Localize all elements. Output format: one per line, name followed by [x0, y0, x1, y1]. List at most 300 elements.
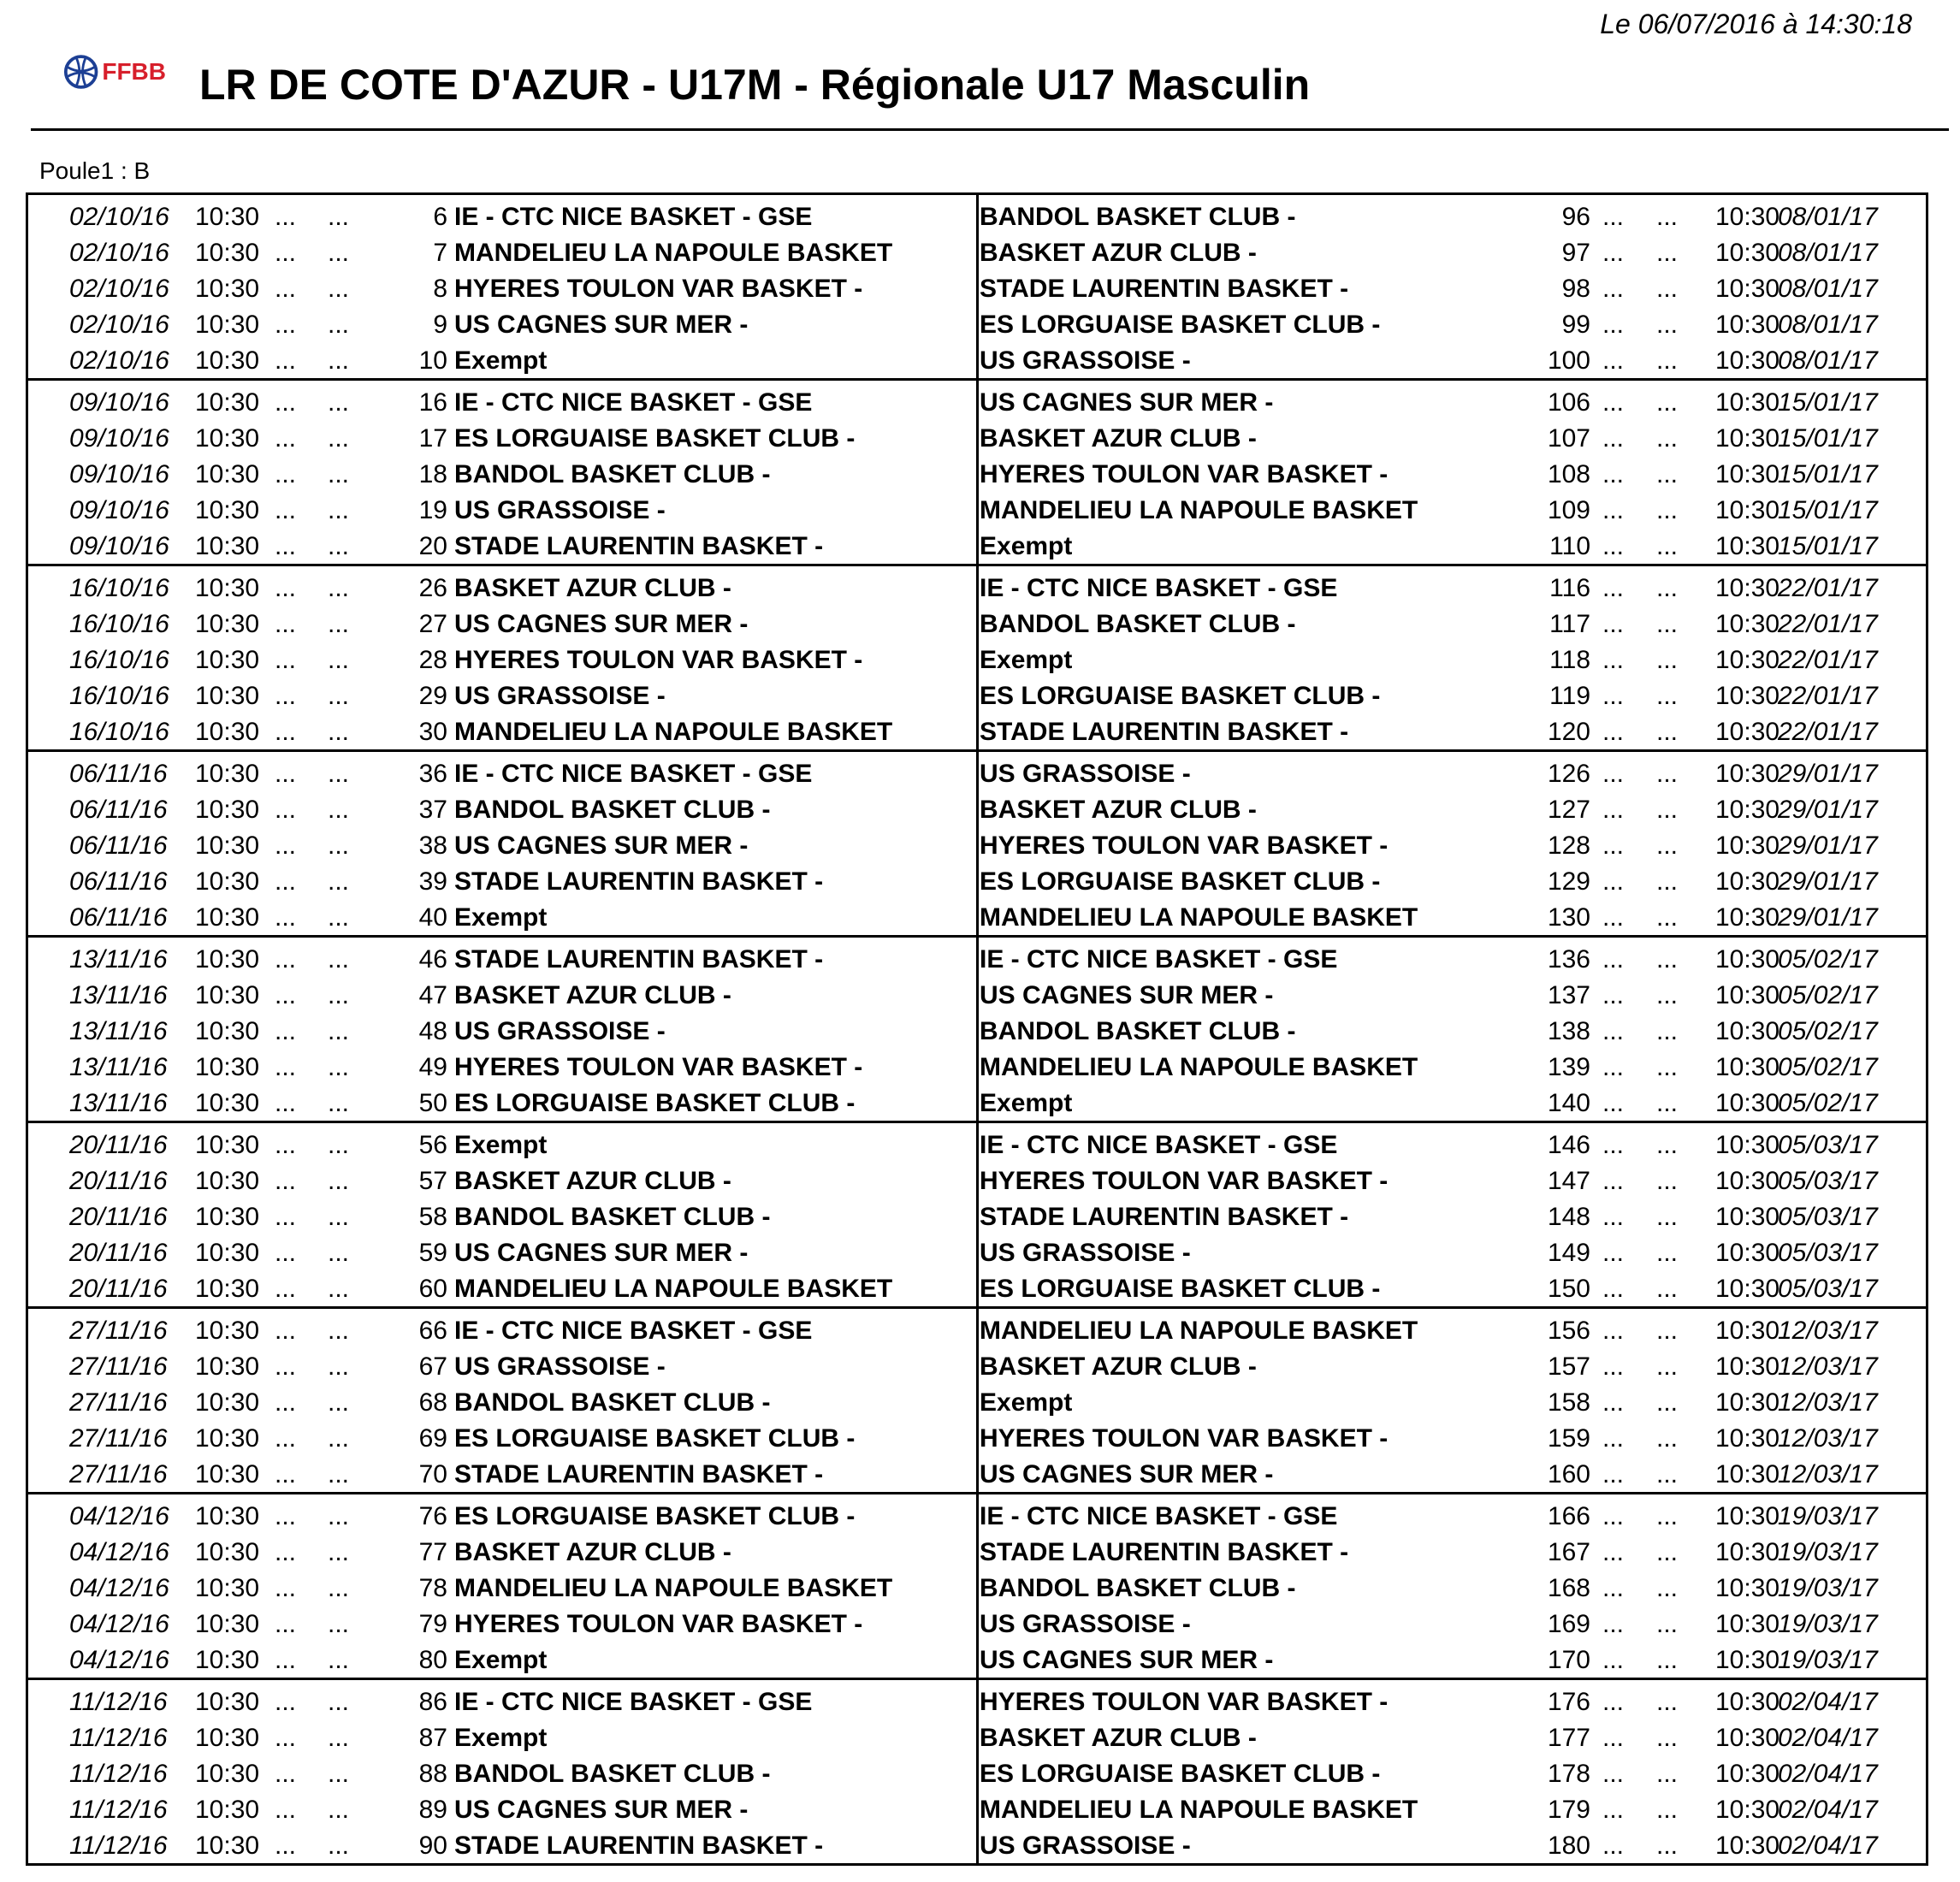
first-leg-match-number: 49 [418, 1053, 447, 1081]
first-leg-score-home: ... [275, 1610, 297, 1638]
return-score-home: ... [1602, 239, 1625, 267]
first-leg-score-home: ... [275, 945, 297, 974]
return-score-away: ... [1656, 1538, 1679, 1566]
away-team: US CAGNES SUR MER - [980, 981, 1274, 1009]
first-leg-score-away: ... [328, 1089, 350, 1117]
first-leg-match-number: 46 [418, 945, 447, 974]
first-leg-score-home: ... [275, 496, 297, 524]
return-score-away: ... [1656, 460, 1679, 488]
first-leg-score-home: ... [275, 311, 297, 339]
return-date: 08/01/17 [1778, 346, 1878, 375]
first-leg-match-number: 68 [418, 1388, 447, 1417]
first-leg-time: 10:30 [195, 1610, 260, 1638]
return-match-number: 147 [1547, 1167, 1590, 1195]
return-time: 10:30 [1715, 239, 1780, 267]
return-time: 10:30 [1715, 460, 1780, 488]
table-row [28, 1127, 1926, 1163]
first-leg-time: 10:30 [195, 903, 260, 932]
return-time: 10:30 [1715, 203, 1780, 231]
first-leg-date: 13/11/16 [69, 1017, 168, 1045]
return-score-home: ... [1602, 1352, 1625, 1381]
return-match-number: 169 [1547, 1610, 1590, 1638]
return-score-home: ... [1602, 1538, 1625, 1566]
return-date: 15/01/17 [1778, 424, 1878, 453]
return-match-number: 176 [1547, 1688, 1590, 1716]
table-row [28, 863, 1926, 899]
return-match-number: 106 [1547, 388, 1590, 417]
table-row [28, 1085, 1926, 1121]
return-score-home: ... [1602, 1388, 1625, 1417]
logo-text: FFBB [102, 58, 166, 85]
first-leg-score-away: ... [328, 1610, 350, 1638]
first-leg-score-away: ... [328, 1388, 350, 1417]
round-block [28, 1121, 1926, 1306]
away-team: IE - CTC NICE BASKET - GSE [980, 1131, 1338, 1159]
first-leg-score-away: ... [328, 1796, 350, 1824]
away-team: MANDELIEU LA NAPOULE BASKET [980, 496, 1418, 524]
return-score-away: ... [1656, 1832, 1679, 1860]
home-team: HYERES TOULON VAR BASKET - [454, 1610, 863, 1638]
first-leg-match-number: 48 [418, 1017, 447, 1045]
first-leg-time: 10:30 [195, 388, 260, 417]
first-leg-date: 11/12/16 [69, 1796, 168, 1824]
return-match-number: 156 [1547, 1317, 1590, 1345]
first-leg-time: 10:30 [195, 574, 260, 602]
return-score-away: ... [1656, 1610, 1679, 1638]
home-team: MANDELIEU LA NAPOULE BASKET [454, 1574, 893, 1602]
away-team: BANDOL BASKET CLUB - [980, 1574, 1296, 1602]
first-leg-match-number: 87 [418, 1724, 447, 1752]
first-leg-date: 27/11/16 [69, 1460, 168, 1488]
first-leg-match-number: 8 [433, 275, 447, 303]
return-score-home: ... [1602, 1688, 1625, 1716]
first-leg-score-away: ... [328, 424, 350, 453]
return-time: 10:30 [1715, 496, 1780, 524]
first-leg-time: 10:30 [195, 1352, 260, 1381]
return-date: 05/02/17 [1778, 981, 1878, 1009]
first-leg-score-home: ... [275, 1832, 297, 1860]
table-row [28, 1312, 1926, 1348]
return-time: 10:30 [1715, 760, 1780, 788]
home-team: HYERES TOULON VAR BASKET - [454, 275, 863, 303]
return-time: 10:30 [1715, 1610, 1780, 1638]
first-leg-score-home: ... [275, 1424, 297, 1453]
first-leg-score-away: ... [328, 275, 350, 303]
round-block [28, 935, 1926, 1121]
return-score-home: ... [1602, 1724, 1625, 1752]
return-date: 05/03/17 [1778, 1275, 1878, 1303]
return-score-away: ... [1656, 903, 1679, 932]
home-team: STADE LAURENTIN BASKET - [454, 945, 824, 974]
home-team: BASKET AZUR CLUB - [454, 981, 731, 1009]
return-date: 05/03/17 [1778, 1167, 1878, 1195]
table-row [28, 384, 1926, 420]
table-row [28, 899, 1926, 935]
return-match-number: 138 [1547, 1017, 1590, 1045]
first-leg-score-away: ... [328, 1832, 350, 1860]
return-score-home: ... [1602, 1832, 1625, 1860]
first-leg-score-away: ... [328, 832, 350, 860]
return-match-number: 177 [1547, 1724, 1590, 1752]
first-leg-time: 10:30 [195, 682, 260, 710]
return-match-number: 100 [1547, 346, 1590, 375]
first-leg-time: 10:30 [195, 718, 260, 746]
home-team: US GRASSOISE - [454, 496, 666, 524]
first-leg-match-number: 50 [418, 1089, 447, 1117]
table-row [28, 1642, 1926, 1678]
away-team: US GRASSOISE - [980, 1610, 1191, 1638]
home-team: IE - CTC NICE BASKET - GSE [454, 760, 813, 788]
return-time: 10:30 [1715, 1167, 1780, 1195]
return-score-away: ... [1656, 1167, 1679, 1195]
return-score-home: ... [1602, 460, 1625, 488]
return-score-away: ... [1656, 203, 1679, 231]
home-team: BANDOL BASKET CLUB - [454, 1388, 771, 1417]
first-leg-date: 13/11/16 [69, 1053, 168, 1081]
first-leg-match-number: 28 [418, 646, 447, 674]
return-time: 10:30 [1715, 1724, 1780, 1752]
home-team: US CAGNES SUR MER - [454, 610, 749, 638]
away-team: ES LORGUAISE BASKET CLUB - [980, 867, 1381, 896]
first-leg-date: 27/11/16 [69, 1424, 168, 1453]
table-row [28, 198, 1926, 234]
return-match-number: 158 [1547, 1388, 1590, 1417]
return-score-home: ... [1602, 388, 1625, 417]
first-leg-time: 10:30 [195, 1388, 260, 1417]
return-score-away: ... [1656, 275, 1679, 303]
first-leg-score-home: ... [275, 1089, 297, 1117]
home-team: ES LORGUAISE BASKET CLUB - [454, 424, 856, 453]
table-row [28, 420, 1926, 456]
first-leg-time: 10:30 [195, 867, 260, 896]
title-divider [31, 128, 1949, 131]
return-match-number: 149 [1547, 1239, 1590, 1267]
return-score-home: ... [1602, 1203, 1625, 1231]
round-block [28, 749, 1926, 935]
first-leg-score-home: ... [275, 1724, 297, 1752]
return-time: 10:30 [1715, 1388, 1780, 1417]
first-leg-score-away: ... [328, 1760, 350, 1788]
away-team: MANDELIEU LA NAPOULE BASKET [980, 1796, 1418, 1824]
first-leg-match-number: 56 [418, 1131, 447, 1159]
first-leg-time: 10:30 [195, 945, 260, 974]
return-score-away: ... [1656, 1239, 1679, 1267]
basketball-icon [63, 53, 98, 91]
return-date: 29/01/17 [1778, 796, 1878, 824]
return-score-away: ... [1656, 1352, 1679, 1381]
return-score-home: ... [1602, 1610, 1625, 1638]
first-leg-date: 09/10/16 [69, 532, 169, 560]
return-match-number: 180 [1547, 1832, 1590, 1860]
return-score-away: ... [1656, 1760, 1679, 1788]
first-leg-match-number: 58 [418, 1203, 447, 1231]
first-leg-time: 10:30 [195, 1017, 260, 1045]
away-team: Exempt [980, 532, 1073, 560]
schedule-table [26, 192, 1928, 1866]
return-time: 10:30 [1715, 1646, 1780, 1674]
return-date: 02/04/17 [1778, 1724, 1878, 1752]
table-row [28, 827, 1926, 863]
return-match-number: 109 [1547, 496, 1590, 524]
first-leg-score-away: ... [328, 460, 350, 488]
first-leg-score-home: ... [275, 1017, 297, 1045]
return-date: 05/02/17 [1778, 1089, 1878, 1117]
away-team: HYERES TOULON VAR BASKET - [980, 832, 1389, 860]
return-score-away: ... [1656, 1460, 1679, 1488]
first-leg-score-home: ... [275, 424, 297, 453]
first-leg-score-home: ... [275, 1388, 297, 1417]
first-leg-score-away: ... [328, 1646, 350, 1674]
home-team: BANDOL BASKET CLUB - [454, 796, 771, 824]
first-leg-time: 10:30 [195, 1538, 260, 1566]
first-leg-match-number: 6 [433, 203, 447, 231]
return-score-home: ... [1602, 1317, 1625, 1345]
return-date: 08/01/17 [1778, 239, 1878, 267]
first-leg-score-home: ... [275, 574, 297, 602]
first-leg-date: 09/10/16 [69, 424, 169, 453]
first-leg-match-number: 7 [433, 239, 447, 267]
table-row [28, 1163, 1926, 1198]
first-leg-score-home: ... [275, 1574, 297, 1602]
return-date: 19/03/17 [1778, 1574, 1878, 1602]
first-leg-date: 06/11/16 [69, 760, 168, 788]
return-date: 02/04/17 [1778, 1832, 1878, 1860]
return-score-home: ... [1602, 1502, 1625, 1530]
first-leg-time: 10:30 [195, 203, 260, 231]
first-leg-date: 20/11/16 [69, 1167, 168, 1195]
first-leg-match-number: 57 [418, 1167, 447, 1195]
return-score-away: ... [1656, 574, 1679, 602]
return-date: 15/01/17 [1778, 496, 1878, 524]
away-team: BASKET AZUR CLUB - [980, 1724, 1257, 1752]
first-leg-time: 10:30 [195, 1317, 260, 1345]
return-score-home: ... [1602, 346, 1625, 375]
first-leg-time: 10:30 [195, 346, 260, 375]
away-team: BASKET AZUR CLUB - [980, 239, 1257, 267]
return-score-home: ... [1602, 1760, 1625, 1788]
first-leg-date: 16/10/16 [69, 574, 169, 602]
return-time: 10:30 [1715, 1424, 1780, 1453]
return-score-away: ... [1656, 1089, 1679, 1117]
return-score-home: ... [1602, 867, 1625, 896]
first-leg-time: 10:30 [195, 1460, 260, 1488]
first-leg-score-home: ... [275, 1538, 297, 1566]
return-time: 10:30 [1715, 532, 1780, 560]
first-leg-time: 10:30 [195, 1239, 260, 1267]
first-leg-time: 10:30 [195, 1502, 260, 1530]
return-date: 05/02/17 [1778, 1053, 1878, 1081]
home-team: MANDELIEU LA NAPOULE BASKET [454, 718, 893, 746]
away-team: US CAGNES SUR MER - [980, 1646, 1274, 1674]
first-leg-date: 02/10/16 [69, 311, 169, 339]
round-block [28, 1678, 1926, 1866]
first-leg-score-away: ... [328, 610, 350, 638]
return-date: 15/01/17 [1778, 532, 1878, 560]
return-date: 02/04/17 [1778, 1688, 1878, 1716]
round-block [28, 192, 1926, 378]
return-date: 05/03/17 [1778, 1203, 1878, 1231]
table-row [28, 1270, 1926, 1306]
first-leg-date: 11/12/16 [69, 1760, 168, 1788]
return-match-number: 107 [1547, 424, 1590, 453]
first-leg-match-number: 17 [418, 424, 447, 453]
first-leg-date: 16/10/16 [69, 682, 169, 710]
table-row [28, 234, 1926, 270]
return-score-home: ... [1602, 275, 1625, 303]
return-score-home: ... [1602, 796, 1625, 824]
first-leg-score-home: ... [275, 867, 297, 896]
home-team: US GRASSOISE - [454, 1017, 666, 1045]
first-leg-match-number: 90 [418, 1832, 447, 1860]
table-row [28, 1684, 1926, 1719]
first-leg-match-number: 36 [418, 760, 447, 788]
away-team: HYERES TOULON VAR BASKET - [980, 1167, 1389, 1195]
return-time: 10:30 [1715, 1089, 1780, 1117]
first-leg-date: 20/11/16 [69, 1203, 168, 1231]
away-team: BANDOL BASKET CLUB - [980, 1017, 1296, 1045]
return-score-home: ... [1602, 311, 1625, 339]
return-date: 08/01/17 [1778, 275, 1878, 303]
home-team: US GRASSOISE - [454, 1352, 666, 1381]
return-score-away: ... [1656, 1646, 1679, 1674]
home-team: ES LORGUAISE BASKET CLUB - [454, 1424, 856, 1453]
table-row [28, 1384, 1926, 1420]
return-score-away: ... [1656, 1574, 1679, 1602]
first-leg-time: 10:30 [195, 1724, 260, 1752]
return-score-home: ... [1602, 682, 1625, 710]
home-team: BASKET AZUR CLUB - [454, 1538, 731, 1566]
first-leg-score-away: ... [328, 388, 350, 417]
home-team: Exempt [454, 1131, 548, 1159]
return-score-home: ... [1602, 1131, 1625, 1159]
return-match-number: 136 [1547, 945, 1590, 974]
return-score-away: ... [1656, 981, 1679, 1009]
first-leg-time: 10:30 [195, 1796, 260, 1824]
first-leg-score-away: ... [328, 1574, 350, 1602]
first-leg-score-away: ... [328, 346, 350, 375]
home-team: STADE LAURENTIN BASKET - [454, 1460, 824, 1488]
home-team: BASKET AZUR CLUB - [454, 1167, 731, 1195]
first-leg-time: 10:30 [195, 1053, 260, 1081]
first-leg-time: 10:30 [195, 460, 260, 488]
return-time: 10:30 [1715, 1053, 1780, 1081]
return-time: 10:30 [1715, 832, 1780, 860]
first-leg-score-home: ... [275, 1131, 297, 1159]
first-leg-score-home: ... [275, 903, 297, 932]
return-match-number: 139 [1547, 1053, 1590, 1081]
return-score-away: ... [1656, 239, 1679, 267]
return-time: 10:30 [1715, 346, 1780, 375]
first-leg-date: 04/12/16 [69, 1502, 169, 1530]
first-leg-match-number: 38 [418, 832, 447, 860]
return-time: 10:30 [1715, 311, 1780, 339]
away-team: STADE LAURENTIN BASKET - [980, 718, 1349, 746]
first-leg-score-away: ... [328, 1724, 350, 1752]
return-date: 22/01/17 [1778, 610, 1878, 638]
return-date: 22/01/17 [1778, 574, 1878, 602]
first-leg-match-number: 47 [418, 981, 447, 1009]
return-score-away: ... [1656, 496, 1679, 524]
first-leg-score-home: ... [275, 1352, 297, 1381]
first-leg-score-away: ... [328, 1502, 350, 1530]
return-score-home: ... [1602, 1239, 1625, 1267]
first-leg-time: 10:30 [195, 1688, 260, 1716]
home-team: IE - CTC NICE BASKET - GSE [454, 388, 813, 417]
return-match-number: 117 [1549, 610, 1590, 638]
return-time: 10:30 [1715, 1017, 1780, 1045]
first-leg-time: 10:30 [195, 424, 260, 453]
home-team: HYERES TOULON VAR BASKET - [454, 1053, 863, 1081]
away-team: HYERES TOULON VAR BASKET - [980, 1688, 1389, 1716]
return-time: 10:30 [1715, 574, 1780, 602]
first-leg-score-home: ... [275, 532, 297, 560]
first-leg-time: 10:30 [195, 610, 260, 638]
first-leg-time: 10:30 [195, 981, 260, 1009]
return-score-home: ... [1602, 532, 1625, 560]
first-leg-score-away: ... [328, 682, 350, 710]
table-row [28, 1348, 1926, 1384]
return-score-home: ... [1602, 1017, 1625, 1045]
first-leg-score-home: ... [275, 610, 297, 638]
return-match-number: 166 [1547, 1502, 1590, 1530]
table-row [28, 342, 1926, 378]
return-match-number: 160 [1547, 1460, 1590, 1488]
return-score-home: ... [1602, 203, 1625, 231]
away-team: Exempt [980, 1388, 1073, 1417]
first-leg-date: 11/12/16 [69, 1688, 168, 1716]
return-score-home: ... [1602, 424, 1625, 453]
first-leg-match-number: 26 [418, 574, 447, 602]
home-team: Exempt [454, 1646, 548, 1674]
home-team: BANDOL BASKET CLUB - [454, 1203, 771, 1231]
first-leg-date: 13/11/16 [69, 945, 168, 974]
return-match-number: 127 [1547, 796, 1590, 824]
first-leg-match-number: 66 [418, 1317, 447, 1345]
table-row [28, 528, 1926, 564]
first-leg-match-number: 30 [418, 718, 447, 746]
return-match-number: 116 [1549, 574, 1590, 602]
return-date: 19/03/17 [1778, 1502, 1878, 1530]
return-match-number: 120 [1547, 718, 1590, 746]
return-score-away: ... [1656, 1688, 1679, 1716]
first-leg-score-home: ... [275, 346, 297, 375]
return-date: 12/03/17 [1778, 1460, 1878, 1488]
first-leg-match-number: 20 [418, 532, 447, 560]
return-date: 22/01/17 [1778, 718, 1878, 746]
return-date: 02/04/17 [1778, 1760, 1878, 1788]
first-leg-date: 16/10/16 [69, 610, 169, 638]
first-leg-score-away: ... [328, 203, 350, 231]
home-team: ES LORGUAISE BASKET CLUB - [454, 1089, 856, 1117]
return-time: 10:30 [1715, 981, 1780, 1009]
round-block [28, 1492, 1926, 1678]
first-leg-score-away: ... [328, 1460, 350, 1488]
away-team: STADE LAURENTIN BASKET - [980, 1538, 1349, 1566]
return-score-away: ... [1656, 532, 1679, 560]
return-match-number: 98 [1561, 275, 1590, 303]
return-date: 02/04/17 [1778, 1796, 1878, 1824]
first-leg-score-away: ... [328, 867, 350, 896]
return-date: 15/01/17 [1778, 388, 1878, 417]
first-leg-date: 13/11/16 [69, 1089, 168, 1117]
first-leg-date: 09/10/16 [69, 496, 169, 524]
table-row [28, 492, 1926, 528]
first-leg-score-away: ... [328, 796, 350, 824]
first-leg-score-away: ... [328, 1538, 350, 1566]
return-score-home: ... [1602, 1424, 1625, 1453]
return-score-home: ... [1602, 1275, 1625, 1303]
away-team: IE - CTC NICE BASKET - GSE [980, 574, 1338, 602]
